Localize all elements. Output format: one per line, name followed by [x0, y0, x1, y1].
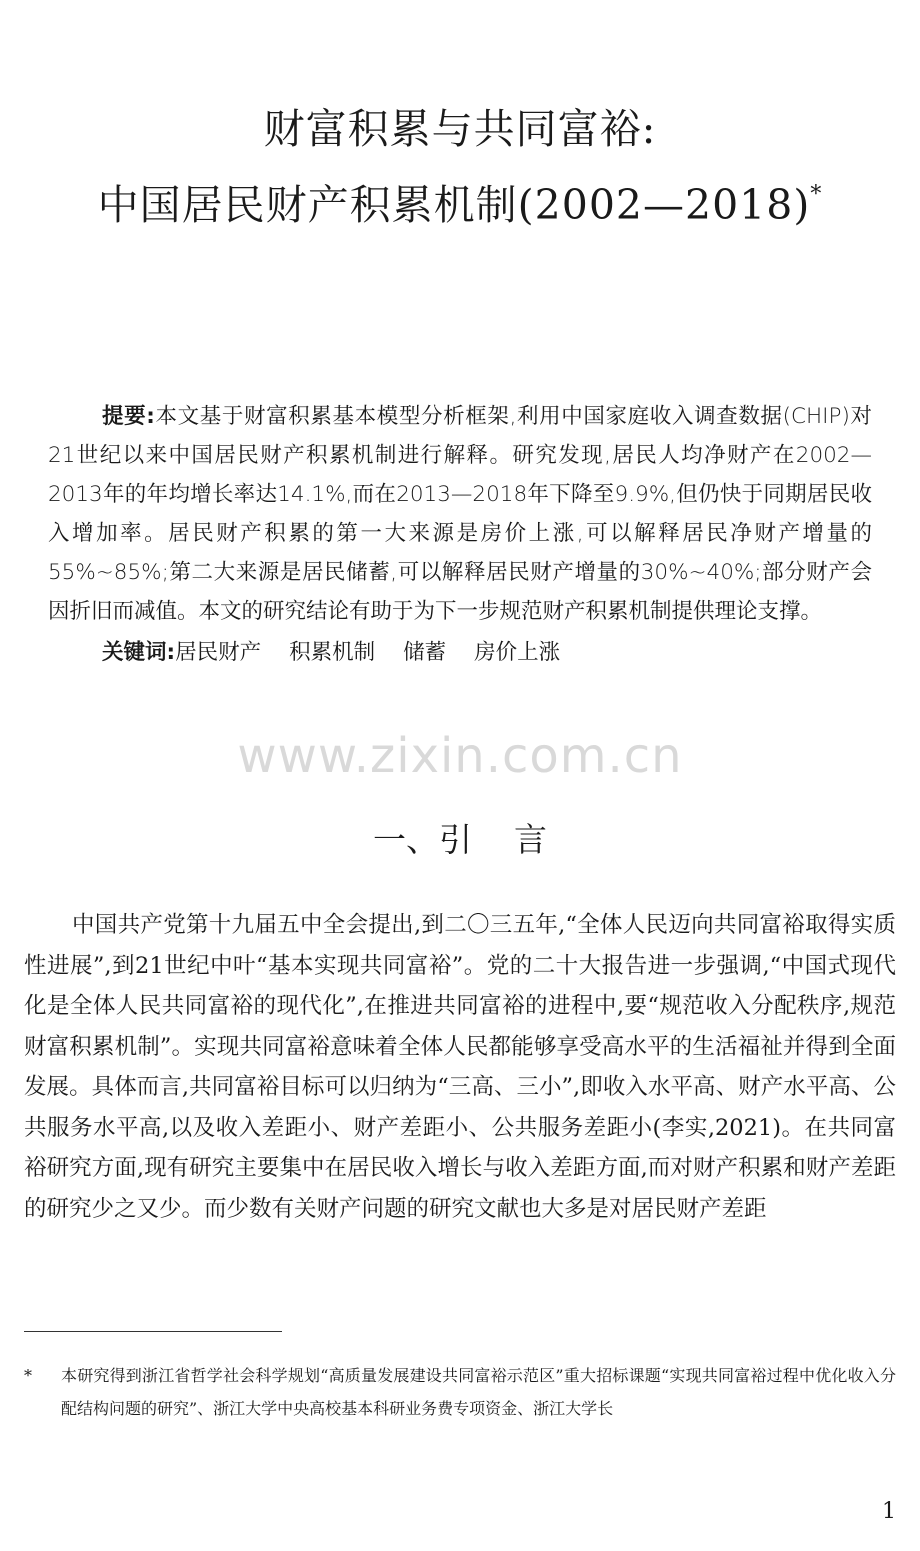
abstract-label: 提要: [102, 404, 155, 429]
keywords-line [48, 633, 872, 672]
body-paragraph: 中国共产党第十九届五中全会提出,到二〇三五年,“全体人民迈向共同富裕取得实质性进展”,到21世纪中叶“基本实现共同富裕”。党的二十大报告进一步强调,“中国式现代化是全体人民共同富裕的现代化”,在推进共同富裕的进程中,要“规范收入分配秩序,规范财富积累机制”。实现共同富裕意味着全体人民都能够享受高水平的生活福祉并得到全面发展。具体而言,共同富裕目标可以归纳为“三高、三小”,即收入水平高、财产水平高、公共服务水平高,以及收入差距小、财产差距小、公共服务差距小(李实,2021)。在共同富裕研究方面,现有研究主要集中在居民收入增长与收入差距方面,而对财产积累和财产差距的研究少之又少。而少数有关财产问题的研究文献也大多是对居民财产差距 [24, 912, 896, 1222]
title-line1-text: 财富积累与共同富裕: [263, 105, 657, 153]
page-number: 1 [882, 1499, 896, 1524]
title-line2-text: 中国居民财产积累机制(2002—2018) [97, 181, 811, 229]
footnote [24, 1359, 896, 1425]
footnote-text: 本研究得到浙江省哲学社会科学规划“高质量发展建设共同富裕示范区”重大招标课题“实现共同富裕过程中优化收入分配结构问题的研究”、浙江大学中央高校基本科研业务费专项资金、浙江大学长 [61, 1366, 896, 1418]
abstract-block [48, 397, 872, 672]
paper-title-line2 [0, 170, 920, 230]
section-heading [0, 818, 920, 862]
paper-title-line1 [0, 104, 920, 154]
keyword-item: 房价上涨 [474, 640, 561, 665]
title-footnote-mark: * [810, 182, 823, 207]
keywords-label: 关键词: [102, 640, 176, 665]
watermark: www.zixin.com.cn [237, 728, 683, 784]
keyword-item: 储蓄 [403, 640, 447, 665]
keyword-item: 积累机制 [289, 640, 376, 665]
footnote-divider [24, 1331, 282, 1332]
section-heading-text: 一、引 言 [373, 820, 547, 859]
footnote-mark: * [24, 1366, 32, 1385]
abstract-text: 本文基于财富积累基本模型分析框架,利用中国家庭收入调查数据(CHIP)对21世纪以来中国居民财产积累机制进行解释。研究发现,居民人均净财产在2002—2013年的年均增长率达14.1%,而在2013—2018年下降至9.9%,但仍快于同期居民收入增加率。居民财产积累的第一大来源是房价上涨,可以解释居民净财产增量的55%~85%;第二大来源是居民储蓄,可以解释居民财产增量的30%~40%;部分财产会因折旧而减值。本文的研究结论有助于为下一步规范财产积累机制提供理论支撑。 [48, 404, 872, 624]
keyword-item: 居民财产 [175, 640, 262, 665]
abstract-paragraph [48, 397, 872, 631]
body-text [24, 905, 896, 1229]
